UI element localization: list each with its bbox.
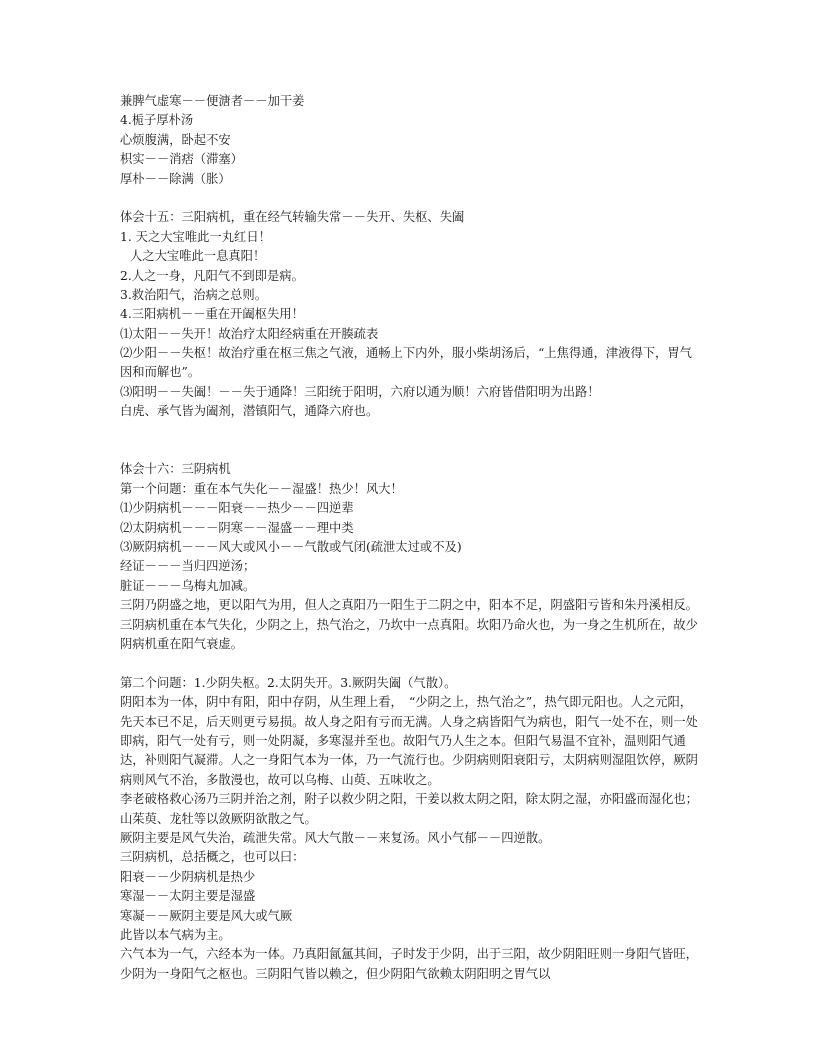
spacer [120, 654, 700, 673]
text-line: 3.救治阳气，治病之总则。 [120, 287, 267, 302]
spacer [120, 189, 700, 208]
document-page [120, 92, 700, 984]
spacer [120, 422, 700, 461]
text-line: 1. 天之大宝唯此一丸红日！ [120, 229, 271, 244]
text-line: 寒湿－－太阴主要是湿盛 [120, 889, 256, 904]
text-line: 第二个问题：1.少阴失枢。2.太阴失开。3.厥阴失阖（气散）。 [120, 675, 457, 690]
text-line: 寒凝－－厥阴主要是风大或气厥 [120, 908, 293, 923]
text-line: ⑶厥阴病机－－－风大或风小－－气散或气闭(疏泄太过或不及) [120, 540, 462, 555]
text-line: 第一个问题：重在本气失化－－湿盛！热少！风大！ [120, 481, 403, 496]
paragraph: 三阴乃阴盛之地，更以阳气为用，但人之真阳乃一阳生于二阴之中，阳本不足，阴盛阳亏皆和朱丹溪相反。三阴病机重在本气失化，少阴之上，热气治之，乃坎中一点真阳。坎阳乃命火也，为一身之生机所在，故少阴病机重在阳气衰虚。 [120, 598, 698, 652]
text-line: ⑴少阴病机－－－阳衰－－热少－－四逆辈 [120, 501, 354, 516]
text-line: 4.三阳病机－－重在开阖枢失用！ [120, 307, 304, 322]
text-line: 三阴病机，总括概之，也可以曰： [120, 850, 305, 865]
section-heading-15: 体会十五：三阳病机，重在经气转输失常－－失开、失枢、失阖 [120, 210, 465, 225]
text-line: 经证－－－当归四逆汤； [120, 559, 256, 574]
text-line: 厥阴主要是风气失治，疏泄失常。风大气散－－来复汤。风小气郁－－四逆散。 [120, 831, 551, 846]
paragraph: 李老破格救心汤乃三阴并治之剂，附子以救少阴之阳，干姜以救太阴之阳，除太阴之湿，亦阳盛而湿化也；山茱萸、龙牡等以敛厥阴欲散之气。 [120, 792, 698, 826]
text-line: 厚朴－－除满（胀） [120, 171, 231, 186]
text-line: 枳实－－消痞（滞塞） [120, 152, 243, 167]
text-line: 阳衰－－少阴病机是热少 [120, 869, 256, 884]
text-line: 兼脾气虚寒－－便溏者－－加干姜 [120, 94, 305, 108]
text-line: 脏证－－－乌梅丸加减。 [120, 578, 256, 593]
text-line: 2.人之一身，凡阳气不到即是病。 [120, 268, 304, 283]
text-line: 心烦腹满，卧起不安 [120, 132, 231, 147]
text-line: 4.栀子厚朴汤 [120, 113, 194, 128]
text-line: 此皆以本气病为主。 [120, 928, 231, 942]
text-line: ⑵太阴病机－－－阴寒－－湿盛－－理中类 [120, 520, 354, 535]
text-line: ⑴太阳－－失开！故治疗太阳经病重在开腠疏表 [120, 326, 379, 341]
text-line: ⑶阳明－－失阖！－－失于通降！三阳统于阳明，六府以通为顺！六府皆借阳明为出路！ [120, 384, 600, 399]
paragraph: 阴阳本为一体，阴中有阳，阳中存阴，从生理上看， “少阴之上，热气治之”，热气即元阳也。人之元阳，先天本已不足，后天则更亏易损。故人身之阳有亏而无满。人身之病皆阳气为病也，阳气一处不在，则一处即病，阳气一处有亏，则一处阴凝，多寒湿并至也。故阳气乃人生之本。但阳气易温不宜补，温则阳气通达，补则阳气凝滞。人之一身阳气本为一体，乃一气流行也。少阴病则阳衰阳亏，太阴病则湿阻饮停，厥阴病则风气不治，多散漫也，故可以乌梅、山萸、五味收之。 [120, 695, 698, 787]
paragraph: ⑵少阳－－失枢！故治疗重在枢三焦之气液，通畅上下内外，服小柴胡汤后，“上焦得通，津液得下，胃气因和而解也”。 [120, 346, 692, 380]
paragraph: 六气本为一气，六经本为一体。乃真阳氤氲其间，子时发于少阴，出于三阳，故少阴阳旺则一身阳气皆旺，少阴为一身阳气之枢也。三阴阳气皆以赖之，但少阴阳气欲赖太阴阳明之胃气以 [120, 947, 698, 981]
text-line: 白虎、承气皆为阖剂，潜镇阳气，通降六府也。 [120, 404, 379, 419]
section-heading-16: 体会十六：三阴病机 [120, 462, 231, 477]
text-line: 人之大宝唯此一息真阳！ [130, 249, 266, 264]
